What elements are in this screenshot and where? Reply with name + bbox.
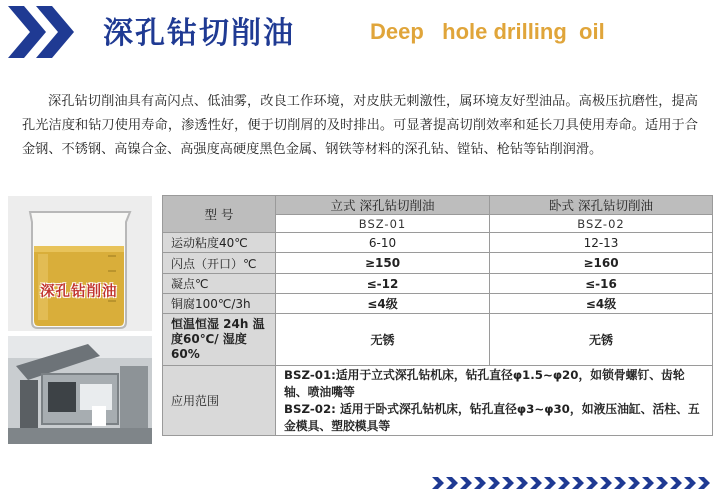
table-row bbox=[163, 274, 713, 294]
row-value-bsz01: ≥150 bbox=[276, 253, 490, 274]
beaker-illustration bbox=[8, 196, 152, 331]
col2-code-cell: BSZ-02 bbox=[490, 215, 713, 233]
row-label: 恒温恒湿 24h 温度60℃/ 湿度60% bbox=[163, 314, 276, 366]
model-header-cell: 型 号 bbox=[163, 196, 276, 233]
row-value-bsz01: ≤4级 bbox=[276, 294, 490, 314]
row-value-bsz01: 6-10 bbox=[276, 233, 490, 253]
col2-title-cell: 卧式 深孔钻切削油 bbox=[490, 196, 713, 215]
application-bsz01: BSZ-01:适用于立式深孔钻机床，钻孔直径φ1.5~φ20，如锁骨螺钉、齿轮轴、喷油嘴等 bbox=[284, 367, 685, 399]
spec-table bbox=[162, 195, 713, 436]
oil-beaker-photo bbox=[8, 196, 152, 331]
col1-title-cell: 立式 深孔钻切削油 bbox=[276, 196, 490, 215]
drilling-machine-photo bbox=[8, 336, 152, 444]
intro-paragraph: 深孔钻切削油具有高闪点、低油雾，改良工作环境，对皮肤无刺激性，属环境友好型油品。高极压抗磨性，提高孔光洁度和钻刀使用寿命，渗透性好，便于切削屑的及时排出。可显著提高切削效率和延长刀具使用寿命。适用于合金钢、不锈钢、高镍合金、高强度高硬度黑色金属、钢铁等材料的深孔钻、镗钻、枪钻等钻削润滑。 bbox=[22, 94, 698, 157]
row-label: 闪点（开口）℃ bbox=[163, 253, 276, 274]
double-chevron-icon bbox=[6, 2, 82, 62]
row-value-bsz02: 12-13 bbox=[490, 233, 713, 253]
table-row bbox=[163, 294, 713, 314]
row-value-bsz02: ≤-16 bbox=[490, 274, 713, 294]
col1-code-cell: BSZ-01 bbox=[276, 215, 490, 233]
table-header-row bbox=[163, 196, 713, 215]
row-label: 凝点℃ bbox=[163, 274, 276, 294]
page-title-english: Deep hole drilling oil bbox=[370, 19, 605, 44]
page-title: 深孔钻切削油 bbox=[103, 16, 295, 51]
table-row bbox=[163, 233, 713, 253]
application-bsz02: BSZ-02: 适用于卧式深孔钻机床，钻孔直径φ3~φ30，如液压油缸、活柱、五金模具、塑胶模具等 bbox=[284, 401, 700, 433]
footer-arrows-decoration bbox=[432, 477, 714, 489]
row-value-bsz02: ≥160 bbox=[490, 253, 713, 274]
table-row bbox=[163, 253, 713, 274]
table-row bbox=[163, 314, 713, 366]
application-cell bbox=[276, 366, 713, 436]
row-value-bsz01: ≤-12 bbox=[276, 274, 490, 294]
row-label: 运动粘度40℃ bbox=[163, 233, 276, 253]
application-label: 应用范围 bbox=[163, 366, 276, 436]
machine-illustration bbox=[8, 336, 152, 444]
row-label: 铜腐100℃/3h bbox=[163, 294, 276, 314]
row-value-bsz02: 无锈 bbox=[490, 314, 713, 366]
row-value-bsz01: 无锈 bbox=[276, 314, 490, 366]
beaker-label: 深孔钻削油 bbox=[40, 284, 118, 300]
application-row bbox=[163, 366, 713, 436]
row-value-bsz02: ≤4级 bbox=[490, 294, 713, 314]
